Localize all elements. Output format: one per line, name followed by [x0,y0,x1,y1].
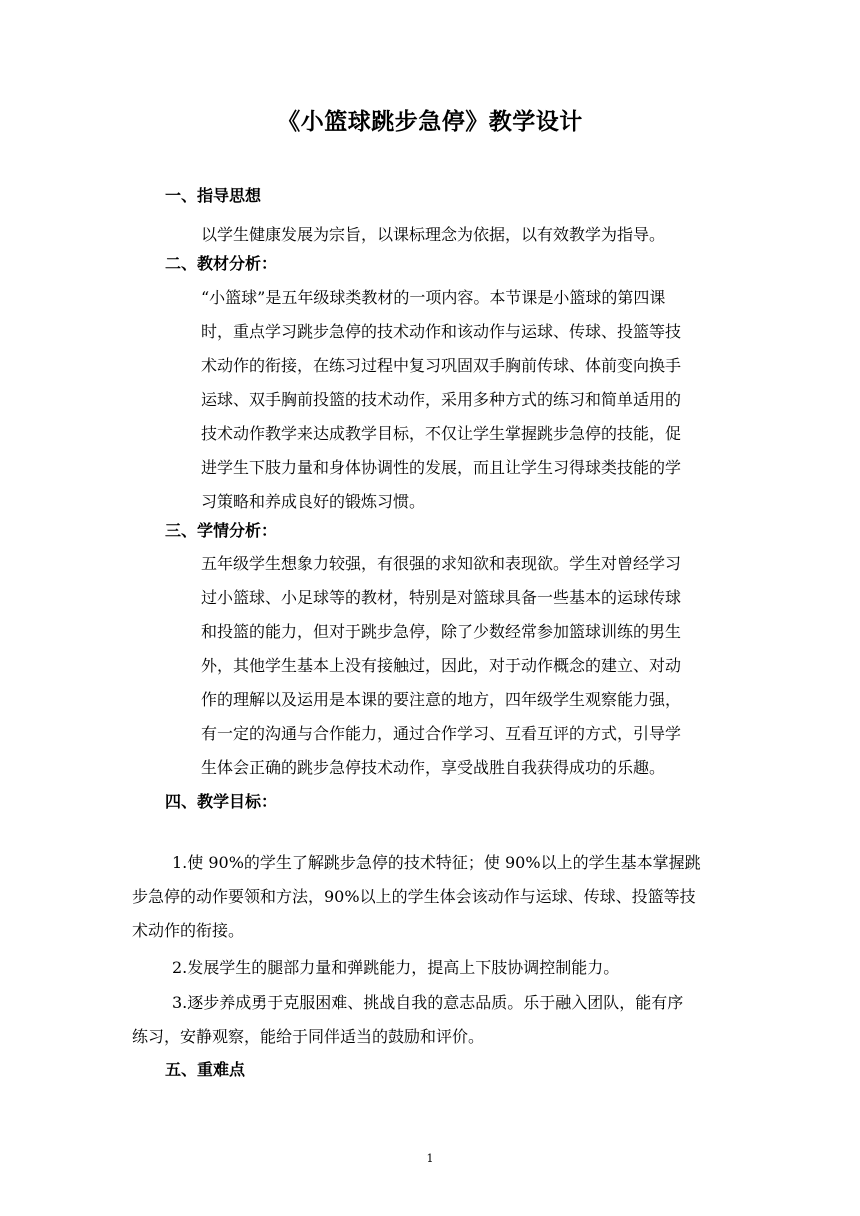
paragraph-line: 步急停的动作要领和方法，90%以上的学生体会该动作与运球、传球、投篮等技 [132,887,696,906]
paragraph-line: 2.发展学生的腿部力量和弹跳能力，提高上下肢协调控制能力。 [172,958,620,977]
paragraph-line: 生体会正确的跳步急停技术动作，享受战胜自我获得成功的乐趣。 [201,758,666,777]
teaching-goal-3 [132,986,732,1054]
paragraph-line: 有一定的沟通与合作能力，通过合作学习、互看互评的方式，引导学 [201,724,682,743]
paragraph-line: 作的理解以及运用是本课的要注意的地方，四年级学生观察能力强， [201,690,682,709]
paragraph-line: 术动作的衔接。 [132,921,245,940]
section-heading-teaching-goals: 四、教学目标： [165,792,278,811]
document-title: 《小篮球跳步急停》教学设计 [277,109,583,135]
paragraph-line: 过小篮球、小足球等的教材，特别是对篮球具备一些基本的运球传球 [201,588,682,607]
section-guiding-ideology-body [201,218,731,252]
section-learner-analysis-body [201,547,731,785]
page-number: 1 [426,1152,434,1165]
paragraph-line: 3.逐步养成勇于克服困难、挑战自我的意志品质。乐于融入团队，能有序 [172,993,684,1012]
paragraph-line: 进学生下肢力量和身体协调性的发展，而且让学生习得球类技能的学 [201,458,682,477]
teaching-goal-1 [132,846,732,948]
paragraph-line: 以学生健康发展为宗旨，以课标理念为依据，以有效教学为指导。 [201,225,666,244]
paragraph-line: 技术动作教学来达成教学目标，不仅让学生掌握跳步急停的技能，促 [201,424,682,443]
section-heading-key-difficulties: 五、重难点 [165,1060,246,1079]
paragraph-line: 和投篮的能力，但对于跳步急停，除了少数经常参加篮球训练的男生 [201,622,682,641]
paragraph-line: 五年级学生想象力较强，有很强的求知欲和表现欲。学生对曾经学习 [201,554,682,573]
section-material-analysis-body [201,281,731,519]
paragraph-line: 1.使 90%的学生了解跳步急停的技术特征；使 90%以上的学生基本掌握跳 [172,853,701,872]
paragraph-line: “小篮球”是五年级球类教材的一项内容。本节课是小篮球的第四课 [201,288,666,307]
paragraph-line: 术动作的衔接，在练习过程中复习巩固双手胸前传球、体前变向换手 [201,356,682,375]
section-heading-learner-analysis: 三、学情分析： [165,521,278,540]
paragraph-line: 时，重点学习跳步急停的技术动作和该动作与运球、传球、投篮等技 [201,322,682,341]
section-heading-material-analysis: 二、教材分析： [165,254,278,273]
paragraph-line: 习策略和养成良好的锻炼习惯。 [201,492,426,511]
section-heading-guiding-ideology: 一、指导思想 [165,186,262,205]
paragraph-line: 外，其他学生基本上没有接触过，因此，对于动作概念的建立、对动 [201,656,682,675]
paragraph-line: 练习，安静观察，能给于同伴适当的鼓励和评价。 [132,1027,485,1046]
teaching-goal-2 [132,951,732,985]
paragraph-line: 运球、双手胸前投篮的技术动作，采用多种方式的练习和简单适用的 [201,390,682,409]
